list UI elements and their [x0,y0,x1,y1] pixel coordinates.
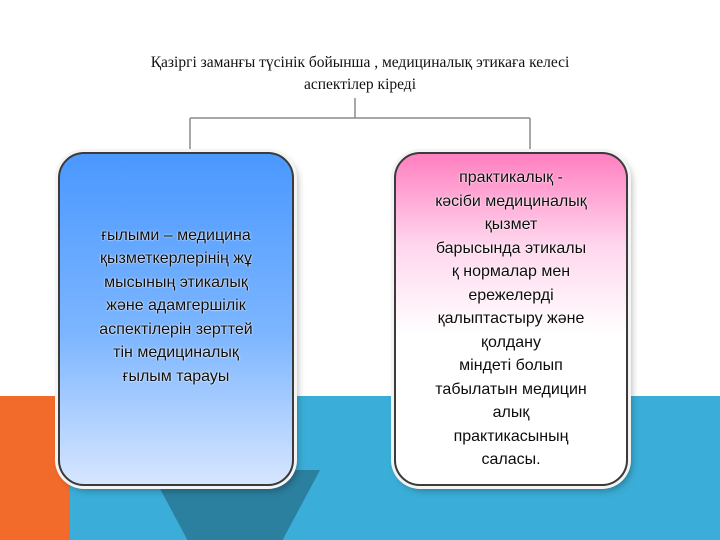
right-branch-text: практикалық - кәсіби медициналық қызмет барысында этикалы қ нормалар мен ережелерді қалыптастыру және қолдану міндеті болып табылатын медицин алық практикасының саласы. [435,169,587,469]
left-branch-box [58,152,294,486]
diagram-title: Қазіргі заманғы түсінік бойынша , медициналық этикаға келесі аспектілер кіреді [150,54,570,93]
right-branch-box [394,152,628,486]
left-branch-text: ғылыми – медицина қызметкерлерінің жұ мысының этикалық және адамгершілік аспектілерін зерттей тін медициналық ғылым тарауы [99,226,253,385]
